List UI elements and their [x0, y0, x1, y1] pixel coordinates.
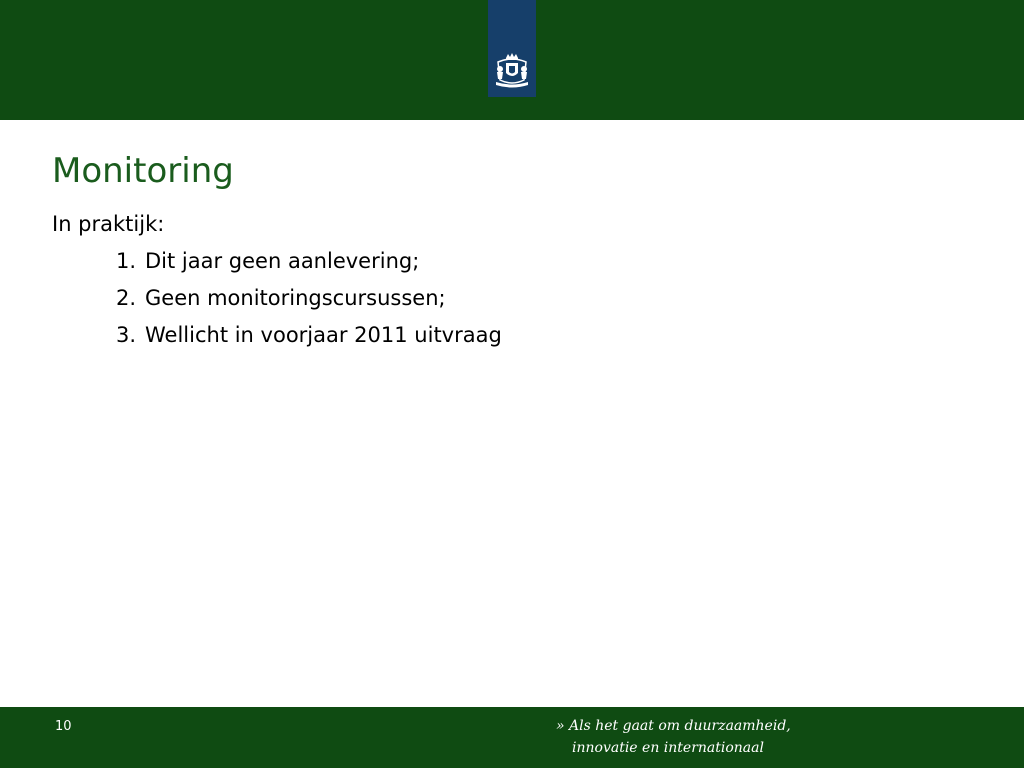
- footer-tagline: [556, 715, 791, 759]
- list-item-text: Geen monitoringscursussen;: [145, 286, 446, 310]
- footer-band: [0, 707, 1024, 768]
- list-item-number: 1.: [115, 249, 136, 273]
- numbered-list: [52, 243, 502, 354]
- slide-body: [52, 206, 502, 354]
- tagline-line-1: » Als het gaat om duurzaamheid,: [556, 718, 791, 734]
- list-item: [52, 243, 502, 280]
- list-item: [52, 317, 502, 354]
- coat-of-arms-icon: [490, 52, 534, 88]
- tagline-line-2: innovatie en internationaal: [572, 740, 764, 756]
- intro-text: In praktijk:: [52, 212, 165, 236]
- list-item-text: Wellicht in voorjaar 2011 uitvraag: [145, 323, 502, 347]
- list-item-text: Dit jaar geen aanlevering;: [145, 249, 420, 273]
- list-item-number: 3.: [115, 323, 136, 347]
- logo-ribbon: [488, 0, 536, 97]
- page-number: 10: [55, 719, 72, 734]
- header-band: [0, 0, 1024, 120]
- list-item: [52, 280, 502, 317]
- list-item-number: 2.: [115, 286, 136, 310]
- slide-title: Monitoring: [52, 151, 234, 191]
